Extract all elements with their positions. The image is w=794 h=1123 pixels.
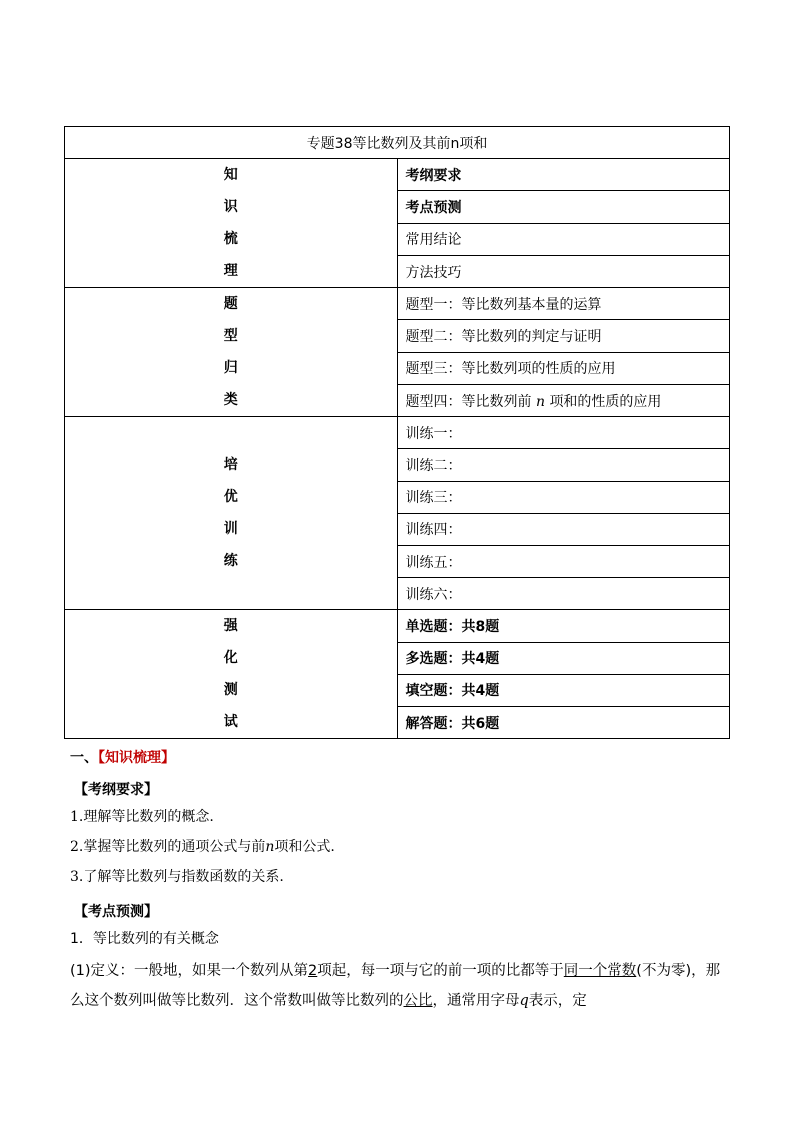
toc-category-zhishi: 知 识 梳 理: [65, 159, 398, 288]
kaodian-item-1: 1．等比数列的有关概念: [70, 931, 219, 947]
toc-item: 训练六：: [397, 578, 730, 610]
toc-item: 训练二：: [397, 449, 730, 481]
section-heading: 一、【知识梳理】: [70, 750, 175, 766]
toc-item: 训练三：: [397, 481, 730, 513]
toc-item: 训练五：: [397, 545, 730, 577]
toc-item: 训练四：: [397, 513, 730, 545]
toc-item: 训练一：: [397, 417, 730, 449]
toc-item: 多选题：共4题: [397, 642, 730, 674]
toc-item: 考纲要求: [397, 159, 730, 191]
toc-item: 题型四：等比数列前 n 项和的性质的应用: [397, 384, 730, 416]
toc-title: 专题38等比数列及其前n项和: [65, 127, 730, 159]
kaogang-line-3: 3.了解等比数列与指数函数的关系.: [70, 869, 284, 885]
toc-category-peiyou: 培 优 训 练: [65, 417, 398, 610]
toc-item: 解答题：共6题: [397, 707, 730, 739]
toc-item: 常用结论: [397, 223, 730, 255]
toc-category-tixing: 题 型 归 类: [65, 288, 398, 417]
kaogang-line-2: 2.掌握等比数列的通项公式与前n项和公式.: [70, 839, 335, 855]
toc-item: 题型一：等比数列基本量的运算: [397, 288, 730, 320]
toc-category-qianghua: 强 化 测 试: [65, 610, 398, 739]
definition-paragraph: (1)定义：一般地，如果一个数列从第2项起，每一项与它的前一项的比都等于同一个常数(不为零)，那么这个数列叫做等比数列．这个常数叫做等比数列的公比，通常用字母q表示，定: [70, 963, 721, 1009]
toc-table: [64, 126, 730, 739]
toc-item: 题型三：等比数列项的性质的应用: [397, 352, 730, 384]
toc-item: 考点预测: [397, 191, 730, 223]
kaogang-line-1: 1.理解等比数列的概念.: [70, 809, 214, 825]
knowledge-section: [70, 746, 730, 1016]
toc-item: 方法技巧: [397, 255, 730, 287]
toc-item: 单选题：共8题: [397, 610, 730, 642]
toc-item: 填空题：共4题: [397, 674, 730, 706]
toc-item: 题型二：等比数列的判定与证明: [397, 320, 730, 352]
kaodian-heading: 【考点预测】: [74, 904, 158, 920]
kaogang-heading: 【考纲要求】: [74, 782, 158, 798]
